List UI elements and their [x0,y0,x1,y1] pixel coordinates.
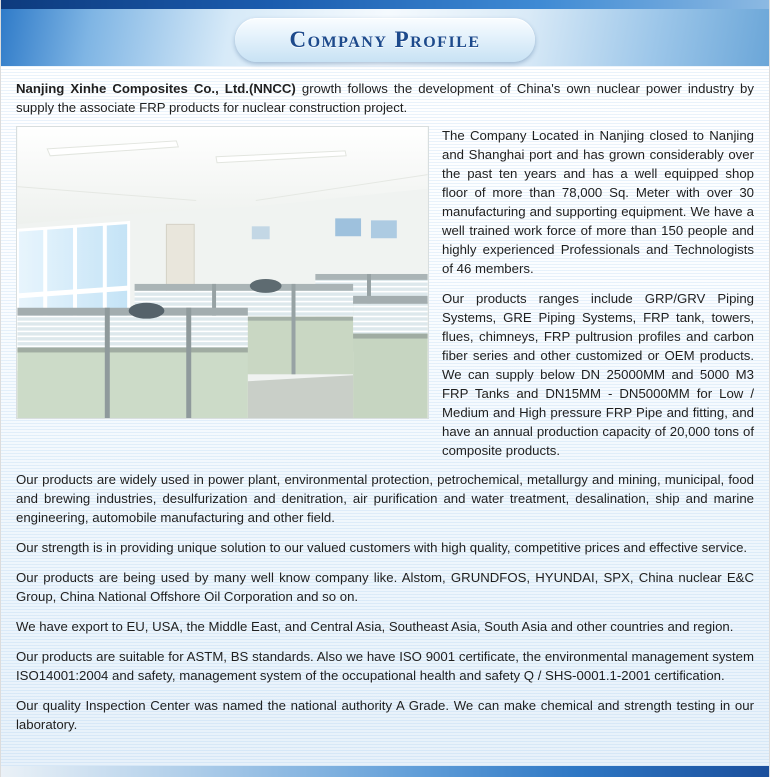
photo-and-about-section [16,126,754,460]
details-paragraph-4: We have export to EU, USA, the Middle East, and Central Asia, Southeast Asia, South Asia and other countries and region. [16,619,734,634]
details-paragraph-1: Our products are widely used in power plant, environmental protection, petrochemical, metallurgy and mining, municipal, food and brewing industries, desulfurization and denitration, air purification and water treatment, desalination, ship and marine engineering, automobile manufacturing and other field. [16,472,754,525]
intro-paragraph [16,79,754,117]
intro-text: growth follows the development of China's own nuclear power industry by supply the associate FRP products for nuclear construction project. [16,81,754,115]
about-paragraph-2: Our products ranges include GRP/GRV Piping Systems, GRE Piping Systems, FRP tank, towers, flues, chimneys, FRP pultrusion profiles and carbon fiber series and other customized or OEM products. We can supply below DN 25000MM and 5000 M3 FRP Tanks and DN15MM - DN5000MM for Low / Medium and High pressure FRP Pipe and fitting, and have an annual production capacity of 20,000 tons of composite products. [442,291,754,458]
details-paragraph-6: Our quality Inspection Center was named the national authority A Grade. We can make chemical and strength testing in our laboratory. [16,698,754,732]
main-content [1,66,769,766]
office-photo [16,126,429,419]
page-title: Company Profile [289,27,481,52]
details-paragraph-3: Our products are being used by many well know company like. Alstom, GRUNDFOS, HYUNDAI, SPX, China nuclear E&C Group, China National Offshore Oil Corporation and so on. [16,570,754,604]
header-title-tab [235,18,535,62]
about-paragraph-1: The Company Located in Nanjing closed to Nanjing and Shanghai port and has grown considerably over the past ten years and has a well equipped shop floor of more than 78,000 Sq. Meter with over 30 manufacturing and supporting equipment. We have a well trained work force of more than 150 people and highly experienced Professionals and Technologists of 46 members. [442,128,754,276]
details-section [16,470,754,734]
footer-gradient-bar [1,766,769,777]
header-top-strip [1,0,769,9]
page-header [1,0,769,66]
office-photo-illustration [17,127,428,418]
details-paragraph-2: Our strength is in providing unique solution to our valued customers with high quality, competitive prices and effective service. [16,540,748,555]
about-text-column [442,126,754,460]
details-paragraph-5: Our products are suitable for ASTM, BS standards. Also we have ISO 9001 certificate, the environmental management system ISO14001:2004 and safety, management system of the occupational health and safety Q / SHS-0001.1-2001 certification. [16,649,754,683]
company-name: Nanjing Xinhe Composites Co., Ltd.(NNCC) [16,81,296,96]
